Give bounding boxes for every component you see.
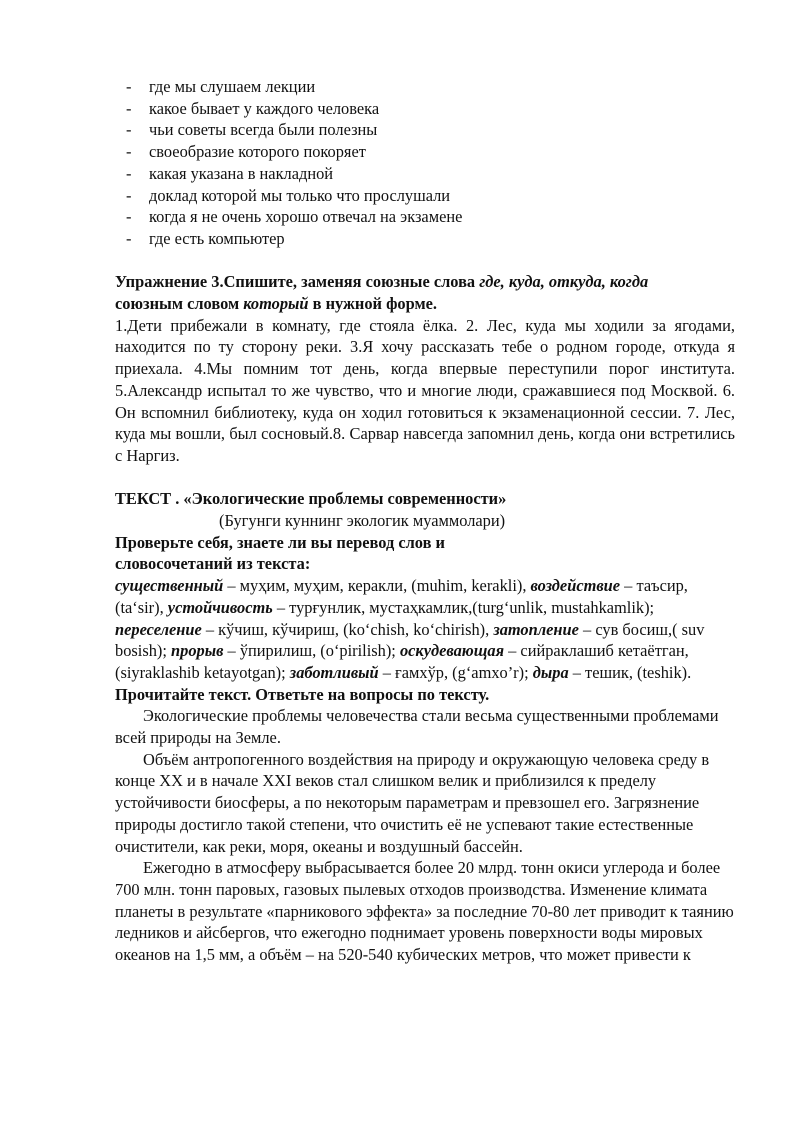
text-paragraph: Ежегодно в атмосферу выбрасывается более 20 млрд. тонн окиси углерода и более 700 млн. тонн паровых, газовых пылевых отходов производства. Изменение климата планеты в результате «парникового эффекта» за последние 70-80 лет приводит к таянию ледников и айсбергов, что ежегодно поднимает уровень поверхности воды мировых океанов на 1,5 мм, а объём – на 520-540 кубических метров, что может привести к (115, 858, 734, 965)
text-paragraph: Экологические проблемы человечества стали весьма существенными проблемами всей природы на Земле. (115, 706, 719, 748)
vocab-term: прорыв (171, 641, 224, 661)
vocab-definition: – тешик, (teshik). (568, 662, 692, 682)
list-item: - чьи советы всегда были полезны (126, 120, 378, 140)
vocab-term: воздействие (530, 576, 621, 596)
list-item: - какое бывает у каждого человека (126, 98, 380, 118)
exercise-3-title: Упражнение 3.Спишите, заменяя союзные слова где, куда, откуда, когда союзным словом который в нужной форме. (115, 272, 649, 314)
vocab-definition: – турғунлик, мустаҳкамлик,(turg‘unlik, mustahkamlik); (272, 597, 655, 617)
vocab-definition: – кўчиш, кўчириш, (ko‘chish, ko‘chirish), (201, 619, 494, 639)
list-item: - когда я не очень хорошо отвечал на экзамене (126, 207, 463, 227)
document-page (115, 76, 735, 966)
vocab-definition: – сийраклашиб кетаётган, (siyraklashib ketayotgan); (115, 641, 689, 682)
text-paragraph: Объём антропогенного воздействия на природу и окружающую человека среду в конце XX и в начале XXI веков стал слишком велик и приблизился к пределу устойчивости биосферы, а по некоторым параметрам и превзошел его. Загрязнение природы достигло такой степени, что очистить её не успевают такие естественные очистители, как реки, моря, океаны и воздушный бассейн. (115, 749, 710, 856)
vocab-term: переселение (115, 619, 202, 639)
vocab-definition: – таъсир, (ta‘sir), (115, 576, 688, 617)
read-instruction: Прочитайте текст. Ответьте на вопросы по тексту. (115, 684, 490, 704)
list-item: - где мы слушаем лекции (126, 77, 316, 96)
answer-list (115, 76, 735, 250)
vocab-term: устойчивость (167, 597, 273, 617)
vocab-term: заботливый (289, 662, 379, 682)
list-item: - доклад которой мы только что прослушали (126, 185, 451, 205)
list-item: - своеобразие которого покоряет (126, 142, 366, 162)
exercise-3-body: 1.Дети прибежали в комнату, где стояла ёлка. 2. Лес, куда мы ходили за ягодами, находится по ту сторону реки. 3.Я хочу рассказать тебе о родном городе, откуда я приехала. 4.Мы помним тот день, когда впервые переступили порог института. 5.Александр испытал то же чувство, что и многие люди, сражавшиеся под Москвой. 6. Он вспомнил библиотеку, куда он ходил готовиться к экзаменационной сессии. 7. Лес, куда мы вошли, был сосновый.8. Сарвар навсегда запомнил день, когда они встретились с Наргиз. (115, 315, 735, 465)
vocab-term: оскудевающая (399, 641, 505, 661)
vocab-definition: – сув босиш,( suv bosish); (115, 619, 705, 661)
vocab-definition: – ўпирилиш, (o‘pirilish); (223, 641, 400, 661)
vocab-term: дыра (532, 662, 569, 682)
list-item: - какая указана в накладной (126, 163, 334, 183)
vocab-term: затопление (493, 619, 579, 639)
text-title: ТЕКСТ . «Экологические проблемы современности» (115, 489, 507, 509)
text-subtitle: (Бугунги куннинг экологик муаммолари) (219, 511, 506, 531)
vocabulary-list (115, 575, 735, 684)
vocab-definition: – ғамхўр, (g‘amxo’r); (378, 662, 533, 682)
check-yourself-heading: Проверьте себя, знаете ли вы перевод слов и словосочетаний из текста: (115, 532, 445, 574)
list-item: - где есть компьютер (126, 228, 285, 248)
vocab-term: существенный (115, 576, 224, 596)
vocab-definition: – муҳим, муҳим, керакли, (muhim, kerakli), (223, 576, 531, 596)
